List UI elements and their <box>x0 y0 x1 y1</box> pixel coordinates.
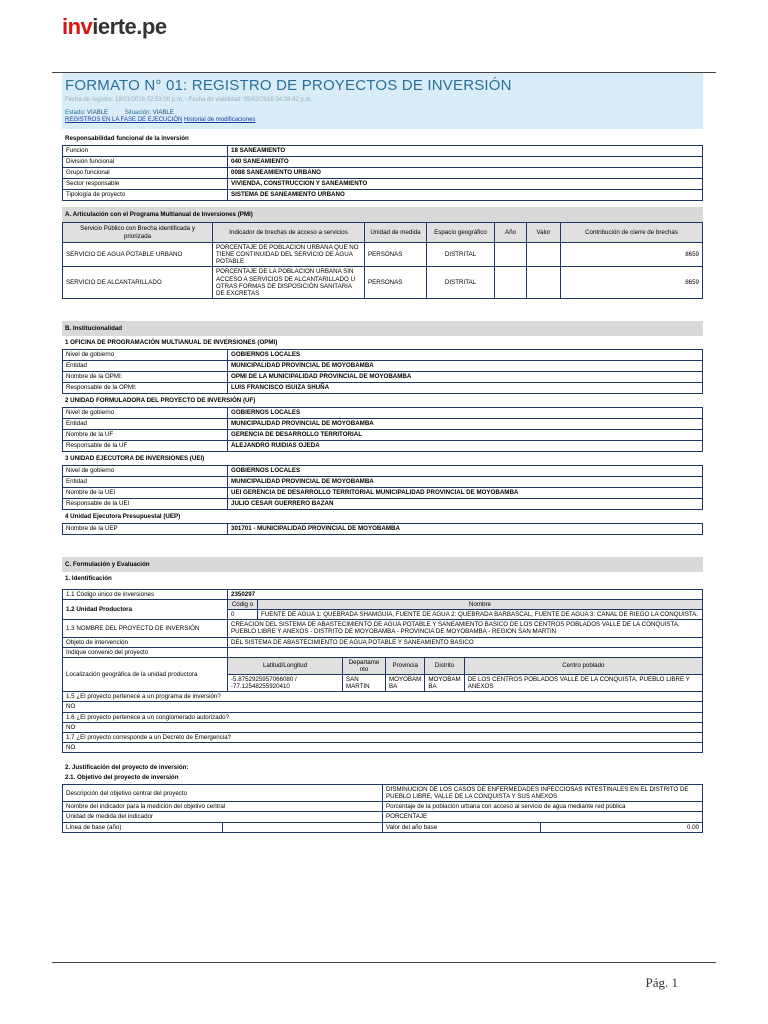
row-label: Tipología de proyecto <box>63 190 228 201</box>
row-value: GOBIERNOS LOCALES <box>228 465 703 476</box>
row-label: Responsable de la OPMI: <box>63 382 228 393</box>
registros-link[interactable]: REGISTROS EN LA FASE DE EJECUCIÓN <box>65 117 183 123</box>
column-header: Servicio Público con Brecha identificada y priorizada <box>63 223 213 243</box>
row-label: Nivel de gobierno <box>63 349 228 360</box>
row-value: OPMI DE LA MUNICIPALIDAD PROVINCIAL DE MOYOBAMBA <box>228 371 703 382</box>
situacion-value: VIABLE <box>152 110 174 116</box>
row-label: Grupo funcional <box>63 168 228 179</box>
row-value: 040 SANEAMIENTO <box>228 157 703 168</box>
form-title: C. Formulación y Evaluación <box>62 557 703 572</box>
row-value: GERENCIA DE DESARROLLO TERRITORIAL <box>228 429 703 440</box>
page-title: FORMATO N° 01: REGISTRO DE PROYECTOS DE INVERSIÓN <box>65 77 512 94</box>
cell-contrib: 8659 <box>561 267 703 299</box>
resp-table <box>62 145 703 201</box>
codigo-value: 2350297 <box>228 589 703 599</box>
table-row <box>63 267 703 299</box>
pmi-table <box>62 222 703 299</box>
cell-valor <box>527 267 561 299</box>
row-value: VIVIENDA, CONSTRUCCION Y SANEAMIENTO <box>228 179 703 190</box>
estado-value: VIABLE <box>87 110 109 116</box>
row-value: 18 SANEAMIENTO <box>228 146 703 157</box>
row-label: División funcional <box>63 157 228 168</box>
form-header <box>62 73 703 129</box>
table-row <box>63 179 703 190</box>
row-value: ALEJANDRO RUIDIAS OJEDA <box>228 440 703 451</box>
row-label: Nivel de gobierno <box>63 407 228 418</box>
row-value: MUNICIPALIDAD PROVINCIAL DE MOYOBAMBA <box>228 418 703 429</box>
header-links <box>65 117 700 123</box>
uep-title: 4 Unidad Ejecutora Presupuestal (UEP) <box>65 512 181 520</box>
row-label: Entidad <box>63 476 228 487</box>
historial-link[interactable]: Historial de modificaciones <box>184 117 256 123</box>
row-label: Nombre de la UEI <box>63 487 228 498</box>
row-value: LUIS FRANCISCO ISUIZA SHUÑA <box>228 382 703 393</box>
cell-servicio: SERVICIO DE AGUA POTABLE URBANO <box>63 243 213 267</box>
cell-servicio: SERVICIO DE ALCANTARILLADO <box>63 267 213 299</box>
table-row <box>63 360 703 371</box>
table-row <box>63 190 703 201</box>
cell-espacio: DISTRITAL <box>427 267 495 299</box>
table-row <box>63 498 703 509</box>
project-name: CREACION DEL SISTEMA DE ABASTECIMIENTO DE AGUA POTABLE Y SANEAMIENTO BASICO DE LOS CENTROS POBLADOS VALLE DE LA CONQUISTA, PUEBLO LIBRE Y ANEXOS - DISTRITO DE MOYOBAMBA - PROVINCIA DE MOYOBAMBA - REGION SAN MARTIN <box>228 620 703 637</box>
table-row <box>63 465 703 476</box>
row-value: 0088 SANEAMIENTO URBANO <box>228 168 703 179</box>
uei-title: 3 UNIDAD EJECUTORA DE INVERSIONES (UEI) <box>65 454 205 462</box>
table-row <box>63 487 703 498</box>
just-title: 2. Justificación del proyecto de inversión: <box>65 764 189 771</box>
table-row <box>63 243 703 267</box>
column-header: Unidad de medida <box>365 223 427 243</box>
ident-table: 1.1 Código único de inversiones 2350297 1.2 Unidad Productora Códig o Nombre 0 FUENTE DE AGUA 1: QUEBRADA SHAMGUIA, FUENTE DE AGUA 2: QUEBRADA BARBASCAL, FUENTE DE AGUA 3: CANAL DE RIEGO LA CONQUISTA. 1.3 NOMBRE DEL PROYECTO DE INVERSIÓN CREACION DEL SISTEMA DE ABASTECIMIENTO DE AGUA POTABLE Y SANEAMIENTO BASICO DE LOS CENTROS POBLADOS VALLE DE LA CONQUISTA, PUEBLO LIBRE Y ANEXOS - DISTRITO DE MOYOBAMBA - PROVINCIA DE MOYOBAMBA - REGION SAN MARTIN Objeto de intervención DEL SISTEMA DE ABASTECIMIENTO DE AGUA POTABLE Y SANEAMIENTO BASICO Indique convenio del proyecto Localización geográfica de la unidad productora Latitud/Longitud Departame nto Provincia Distrito Centro poblado -5.8752925957066080 / -77.12548255920410 SAN MARTIN MOYOBAM BA MOYOBAM BA DE LOS CENTROS POBLADOS VALLE DE LA CONQUISTA, PUEBLO LIBRE Y ANEXOS 1.5 ¿El proyecto pertenece a un programa de inversión? NO 1.6 ¿El proyecto pertenece a un conglomerado autorizado? NO 1.7 ¿El proyecto corresponde a un Decreto de Emergencia? NO <box>62 589 703 753</box>
row-value: JULIO CESAR GUERRERO BAZAN <box>228 498 703 509</box>
row-value: GOBIERNOS LOCALES <box>228 349 703 360</box>
table-row <box>63 349 703 360</box>
table-row <box>63 157 703 168</box>
cell-anio <box>495 243 527 267</box>
cell-espacio: DISTRITAL <box>427 243 495 267</box>
page-number: Pág. 1 <box>645 975 678 990</box>
cell-unidad: PERSONAS <box>365 243 427 267</box>
objective-table: Descripción del objetivo central del proyecto DISMINUCION DE LOS CASOS DE ENFERMEDADES INFECCIOSAS INTESTINALES EN EL DISTRITO DE PUEBLO LIBRE, VALLE DE LA CONQUISTA Y SUS ANEXOS Nombre del indicador para la medición del objetivo central Porcentaje de la población urbana con acceso al servicio de agua mediante red pública Unidad de medida del indicador PORCENTAJE Línea de base (año) Valor del año base 0.00 <box>62 784 703 833</box>
row-label: Responsable de la UEI <box>63 498 228 509</box>
row-value: 301701 - MUNICIPALIDAD PROVINCIAL DE MOYOBAMBA <box>228 523 703 534</box>
pmi-header-row <box>63 223 703 243</box>
table-row <box>63 429 703 440</box>
row-label: Nombre de la UEP <box>63 523 228 534</box>
table-row <box>63 418 703 429</box>
table-row <box>63 476 703 487</box>
obj-title: 2.1. Objetivo del proyecto de inversión <box>65 774 179 781</box>
status-line: Estado: VIABLE Situación: VIABLE <box>65 110 174 116</box>
row-label: Nombre de la OPMI: <box>63 371 228 382</box>
row-label: Entidad <box>63 418 228 429</box>
column-header: Contribución de cierre de brechas <box>561 223 703 243</box>
cell-indicador: PORCENTAJE DE POBLACION URBANA QUE NO TIENE CONTINUIDAD DEL SERVICIO DE AGUA POTABLE <box>213 243 365 267</box>
uf-title: 2 UNIDAD FORMULADORA DEL PROYECTO DE INVERSIÓN (UF) <box>65 396 256 404</box>
row-label: Entidad <box>63 360 228 371</box>
cell-unidad: PERSONAS <box>365 267 427 299</box>
row-value: MUNICIPALIDAD PROVINCIAL DE MOYOBAMBA <box>228 476 703 487</box>
table-row <box>63 440 703 451</box>
cell-contrib: 8659 <box>561 243 703 267</box>
uep-table <box>62 523 703 535</box>
table-row <box>63 371 703 382</box>
pmi-title: A. Articulación con el Programa Multianual de Inversiones (PMI) <box>62 207 703 222</box>
resp-title: Responsabilidad funcional de la inversión <box>65 135 189 142</box>
cell-anio <box>495 267 527 299</box>
row-value: SISTEMA DE SANEAMIENTO URBANO <box>228 190 703 201</box>
table-row <box>63 382 703 393</box>
row-value: MUNICIPALIDAD PROVINCIAL DE MOYOBAMBA <box>228 360 703 371</box>
cell-valor <box>527 243 561 267</box>
cell-indicador: PORCENTAJE DE LA POBLACION URBANA SIN ACCESO A SERVICIOS DE ALCANTARILLADO U OTRAS FORMAS DE DISPOSICIÓN SANITARIA DE EXCRETAS <box>213 267 365 299</box>
form-body <box>62 132 703 833</box>
uf-table <box>62 407 703 452</box>
table-row <box>63 523 703 534</box>
row-value: GOBIERNOS LOCALES <box>228 407 703 418</box>
registration-dates: Fecha de registro: 18/01/2016 02:53:00 p.m. - Fecha de viabilidad: 05/02/2016 04:08:42 p.m. <box>65 97 313 103</box>
row-label: Responsable de la UF <box>63 440 228 451</box>
opmi-table <box>62 349 703 394</box>
table-row <box>63 168 703 179</box>
ident-title: 1. Identificación <box>65 574 112 582</box>
table-row <box>63 407 703 418</box>
row-label: Nivel de gobierno <box>63 465 228 476</box>
opmi-title: 1 OFICINA DE PROGRAMACIÓN MULTIANUAL DE INVERSIONES (OPMI) <box>65 338 278 346</box>
column-header: Indicador de brechas de acceso a servicios <box>213 223 365 243</box>
row-label: Nombre de la UF <box>63 429 228 440</box>
row-value: UEI GERENCIA DE DESARROLLO TERRITORIAL MUNICIPALIDAD PROVINCIAL DE MOYOBAMBA <box>228 487 703 498</box>
bottom-divider <box>52 962 716 963</box>
inst-title: B. Institucionalidad <box>62 321 703 336</box>
column-header: Espacio geográfico <box>427 223 495 243</box>
row-label: Sector responsable <box>63 179 228 190</box>
invierte-logo: invierte.pe <box>62 14 167 39</box>
row-label: Funcion <box>63 146 228 157</box>
column-header: Año <box>495 223 527 243</box>
column-header: Valor <box>527 223 561 243</box>
table-row <box>63 146 703 157</box>
uei-table <box>62 465 703 510</box>
